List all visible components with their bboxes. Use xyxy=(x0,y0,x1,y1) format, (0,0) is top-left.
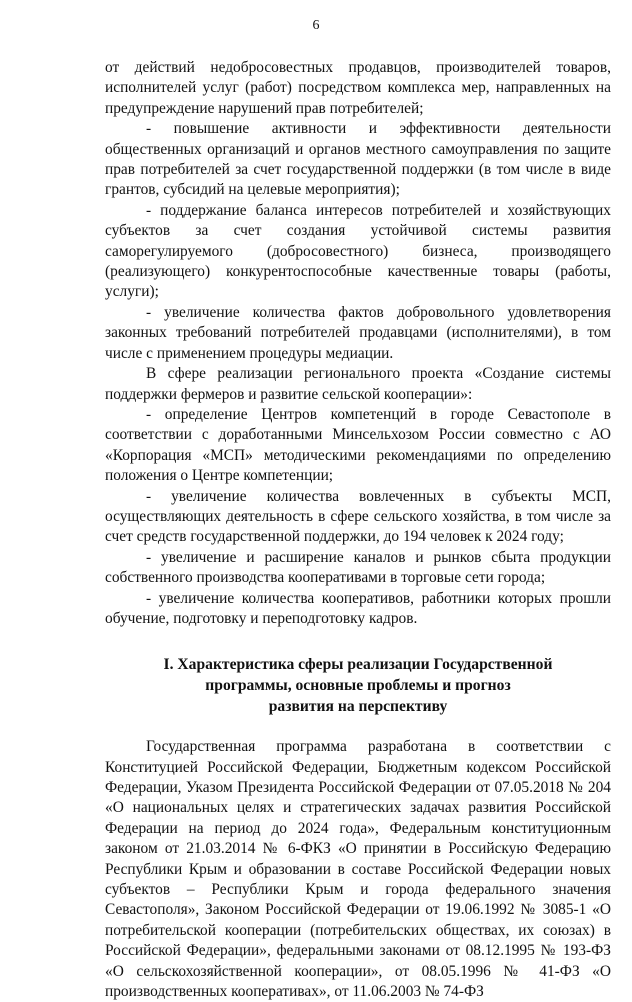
section-heading-line: программы, основные проблемы и прогноз xyxy=(205,676,511,694)
paragraph: - повышение активности и эффективности деятельности общественных организаций и органов местного самоуправления по защите прав потребителей за счет государственной поддержки (в том числе в виде грантов, субсидий на целевые мероприятия); xyxy=(105,120,611,199)
paragraph: - увеличение количества фактов добровольного удовлетворения законных требований потребителей продавцами (исполнителями), в том числе с применением процедуры медиации. xyxy=(105,303,611,362)
section-heading-line: развития на перспективу xyxy=(268,697,448,715)
paragraph: - поддержание баланса интересов потребителей и хозяйствующих субъектов за счет создания устойчивой системы развития саморегулируемого (добросовестного) бизнеса, производящего (реализующего) конкурентоспособные качественные товары (работы, услуги); xyxy=(105,201,611,301)
paragraph: - увеличение количества вовлеченных в субъекты МСП, осуществляющих деятельность в сфере сельского хозяйства, в том числе за счет средств государственной поддержки, до 194 человек к 2024 году; xyxy=(105,487,611,546)
paragraph: Государственная программа разработана в соответствии с Конституцией Российской Федерации, Бюджетным кодексом Российской Федерации, Указом Президента Российской Федерации от 07.05.2018 № 204 «О национальных целях и стратегических задачах развития Российской Федерации на период до 2024 года», Федеральным конституционным законом от 21.03.2014 № 6-ФКЗ «О принятии в Российскую Федерацию Республики Крым и образовании в составе Российской Федерации новых субъектов – Республики Крым и города федерального значения Севастополя», Законом Российской Федерации от 19.06.1992 № 3085-1 «О потребительской кооперации (потребительских обществах, их союзах) в Российской Федерации», федеральными законами от 08.12.1995 № 193-ФЗ «О сельскохозяйственной кооперации», от 08.05.1996 № 41-ФЗ «О производственных кооперативах», от 11.06.2003 № 74-ФЗ xyxy=(105,738,611,1001)
paragraph: - увеличение и расширение каналов и рынков сбыта продукции собственного производства кооперативами в торговые сети города; xyxy=(105,548,611,587)
document-body xyxy=(105,58,611,1002)
paragraph: - увеличение количества кооперативов, работники которых прошли обучение, подготовку и переподготовку кадров. xyxy=(105,589,611,627)
page-number: 6 xyxy=(312,18,320,33)
paragraph: от действий недобросовестных продавцов, производителей товаров, исполнителей услуг (работ) посредством комплекса мер, направленных на предупреждение нарушений прав потребителей; xyxy=(105,59,611,117)
section-heading-line: I. Характеристика сферы реализации Государственной xyxy=(163,656,553,674)
section-heading xyxy=(105,655,611,717)
paragraph: - определение Центров компетенций в городе Севастополе в соответствии с доработанными Минсельхозом России совместно с АО «Корпорация «МСП» методическими рекомендациями по определению положения о Центре компетенции; xyxy=(105,405,611,485)
paragraph: В сфере реализации регионального проекта «Создание системы поддержки фермеров и развитие сельской кооперации»: xyxy=(105,365,611,403)
